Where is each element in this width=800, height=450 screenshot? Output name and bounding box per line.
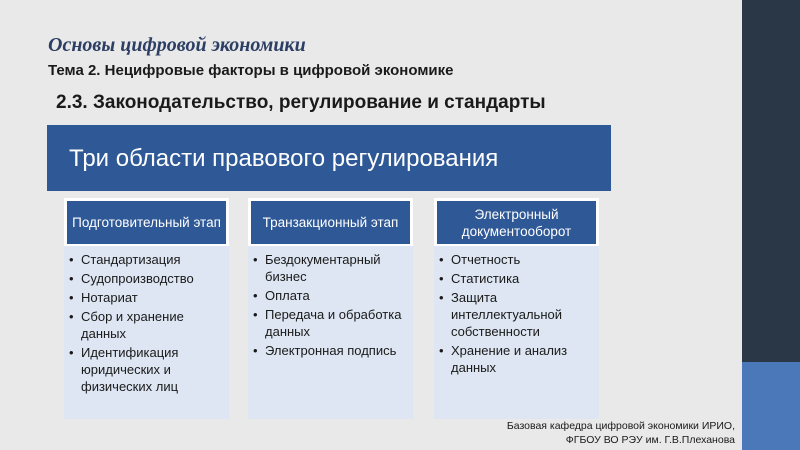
list-item: • Судопроизводство — [68, 270, 226, 287]
column-list — [438, 251, 596, 378]
list-item: • Передача и обработка данных — [252, 306, 410, 340]
list-item: • Сбор и хранение данных — [68, 308, 226, 342]
list-item: • Защита интеллектуальной собственности — [438, 289, 596, 340]
column-heading — [67, 201, 226, 244]
list-item: • Оплата — [252, 287, 410, 304]
column-heading-text: Электронный документооборот — [461, 206, 572, 239]
footer-line-1: Базовая кафедра цифровой экономики ИРИО, — [506, 420, 735, 432]
footer-line-2: ФГБОУ ВО РЭУ им. Г.В.Плеханова — [565, 434, 735, 446]
diagram-banner — [47, 125, 611, 191]
list-item: • Бездокументарный бизнес — [252, 251, 410, 285]
list-item: • Электронная подпись — [252, 342, 410, 359]
column-e-document-flow — [434, 198, 599, 419]
column-transactional — [248, 198, 413, 419]
diagram-title: Три области правового регулирования — [69, 145, 499, 172]
list-item: • Идентификация юридических и физических лиц — [68, 344, 226, 395]
list-item: • Отчетность — [438, 251, 596, 268]
column-heading — [251, 201, 410, 244]
column-heading — [437, 201, 596, 244]
list-item: • Нотариат — [68, 289, 226, 306]
right-decor-bar — [742, 0, 800, 450]
regulation-diagram — [47, 125, 611, 425]
column-preparatory — [64, 198, 229, 419]
column-heading-text: Подготовительный этап — [72, 215, 221, 230]
list-item: • Стандартизация — [68, 251, 226, 268]
footer-credit — [450, 419, 735, 447]
column-heading-text: Транзакционный этап — [262, 215, 399, 230]
list-item: • Хранение и анализ данных — [438, 342, 596, 376]
column-list — [68, 251, 226, 397]
column-list — [252, 251, 410, 361]
list-item: • Статистика — [438, 270, 596, 287]
topic-title: Тема 2. Нецифровые факторы в цифровой экономике — [48, 62, 454, 79]
right-decor-accent — [742, 362, 800, 450]
section-title: 2.3. Законодательство, регулирование и стандарты — [56, 92, 546, 113]
course-title: Основы цифровой экономики — [48, 34, 306, 56]
